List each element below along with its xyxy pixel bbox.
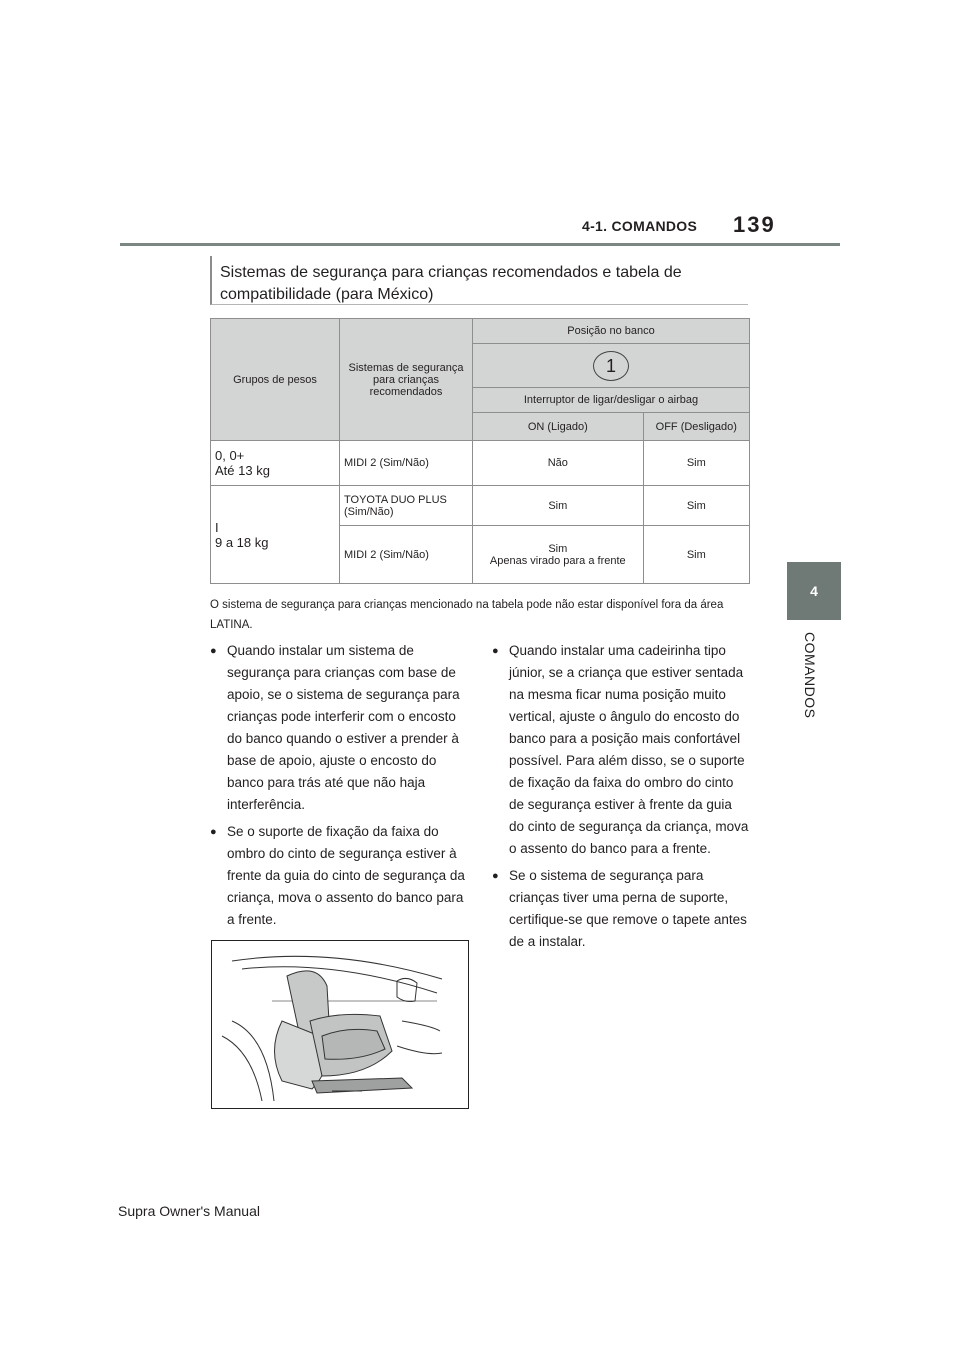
on-cell [473, 526, 644, 584]
left-column [210, 640, 468, 936]
weight-range: Até 13 kg [215, 463, 270, 478]
seat-number-circle: 1 [593, 351, 629, 381]
header-off: OFF (Desligado) [643, 413, 749, 441]
bullet-item: ● Quando instalar uma cadeirinha tipo júnior, se a criança que estiver sentada na mesma ficar numa posição muito vertical, ajuste o ângulo do encosto do banco para a posição mais confortável possível. Para além disso, se o suporte de fixação da faixa do ombro do cinto de segurança estiver à frente da guia do cinto de segurança da criança, mova o assento do banco para a frente. [492, 640, 750, 860]
page-number: 139 [733, 212, 776, 237]
on-cell: Sim [473, 486, 644, 526]
chapter-number: 4 [810, 583, 818, 599]
on-value: Sim [548, 542, 568, 555]
system-cell: MIDI 2 (Sim/Não) [340, 441, 473, 486]
system-cell: TOYOTA DUO PLUS (Sim/Não) [340, 486, 473, 526]
right-column [492, 640, 750, 958]
header-recommended-systems: Sistemas de segurança para crianças recomendados [340, 319, 473, 441]
header-rule [120, 243, 840, 246]
header-weight-groups: Grupos de pesos [211, 319, 340, 441]
section-heading-text: Sistemas de segurança para crianças recomendados e tabela de compatibilidade (para México) [220, 264, 682, 303]
weight-range: 9 a 18 kg [215, 534, 269, 550]
table-note: O sistema de segurança para crianças mencionado na tabela pode não estar disponível fora da área LATINA. [210, 599, 724, 631]
bullet-item: ● Se o sistema de segurança para crianças tiver uma perna de suporte, certifique-se que remove o tapete antes de a instalar. [492, 865, 750, 953]
bullet-item: ● Quando instalar um sistema de segurança para crianças com base de apoio, se o sistema de segurança para crianças pode interferir com o encosto do banco quando o estiver a prender à base de apoio, ajuste o encosto do banco para trás até que não haja interferência. [210, 640, 468, 816]
weight-group-cell [211, 441, 340, 486]
off-cell: Sim [643, 441, 749, 486]
on-cell: Não [473, 441, 644, 486]
child-seat-illustration [211, 940, 469, 1109]
header-airbag-switch: Interruptor de ligar/desligar o airbag [473, 388, 750, 413]
section-heading [210, 256, 748, 305]
off-cell: Sim [643, 526, 749, 584]
on-note: Apenas virado para a frente [489, 554, 626, 567]
footer: Supra Owner's Manual [118, 1203, 260, 1219]
header-on: ON (Ligado) [473, 413, 644, 441]
child-seat-drawing [212, 941, 468, 1108]
header-seat-position: Posição no banco [473, 319, 750, 344]
bullet-item: ● Se o suporte de fixação da faixa do ombro do cinto de segurança estiver à frente da guia do cinto de segurança da criança, mova o assento do banco para a frente. [210, 821, 468, 931]
system-cell: MIDI 2 (Sim/Não) [340, 526, 473, 584]
chapter-tab[interactable] [787, 562, 841, 620]
compatibility-table [210, 318, 750, 584]
table-row [211, 441, 750, 486]
weight-group: 0, 0+ [215, 448, 245, 463]
header-seat-number [473, 344, 750, 388]
off-cell: Sim [643, 486, 749, 526]
chapter-side-label: COMANDOS [802, 632, 818, 719]
weight-group-cell [211, 486, 340, 584]
section-header: 4-1. COMANDOS [582, 218, 698, 234]
table-row [211, 486, 750, 526]
weight-group: I [215, 519, 219, 535]
